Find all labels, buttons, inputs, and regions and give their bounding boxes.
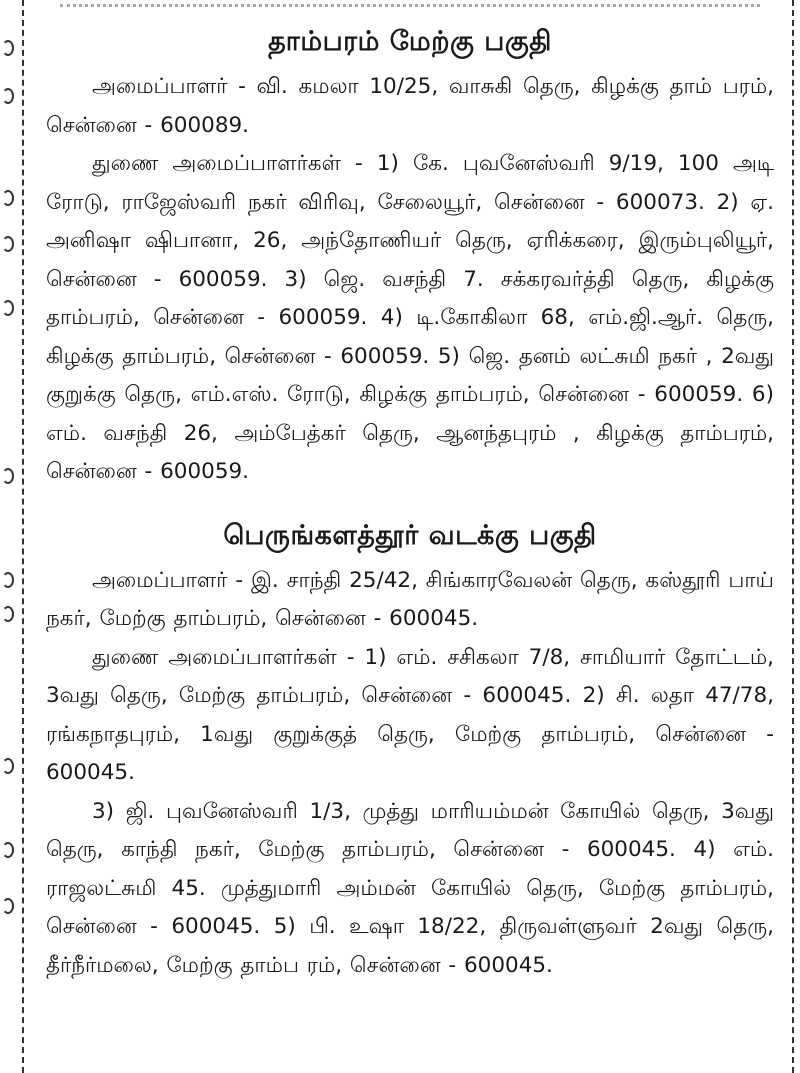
adjacent-column-fragment	[0, 0, 14, 1073]
deputy-organizers-paragraph: துணை அமைப்பாளர்கள் - 1) எம். சசிகலா 7/8, சாமியார் தோட்டம், 3வது தெரு, மேற்கு தாம்பரம், சென்னை - 600045. 2) சி. லதா 47/78, ரங்கநாதபுரம், 1வது குறுக்குத் தெரு, மேற்கு தாம்பரம், சென்னை - 600045.	[46, 644, 774, 785]
section-heading: பெருங்களத்தூர் வடக்கு பகுதி	[223, 519, 597, 551]
article-body	[46, 18, 774, 985]
section-heading: தாம்பரம் மேற்கு பகுதி	[268, 26, 552, 57]
column-divider-left	[22, 0, 24, 1073]
deputy-organizers-paragraph: 3) ஜி. புவனேஸ்வரி 1/3, முத்து மாரியம்மன் கோயில் தெரு, 3வது தெரு, காந்தி நகர், மேற்கு தாம்பரம், சென்னை - 600045. 4) எம். ராஜலட்சுமி 45. முத்துமாரி அம்மன் கோயில் தெரு, மேற்கு தாம்பரம், சென்னை - 600045. 5) பி. உஷா 18/22, திருவள்ளுவர் 2வது தெரு, தீர்நீர்மலை, மேற்கு தாம்ப ரம், சென்னை - 600045.	[46, 798, 774, 978]
organizer-paragraph: அமைப்பாளர் - வி. கமலா 10/25, வாசுகி தெரு, கிழக்கு தாம் பரம், சென்னை - 600089.	[46, 74, 774, 138]
deputy-organizers-paragraph: துணை அமைப்பாளர்கள் - 1) கே. புவனேஸ்வரி 9/19, 100 அடி ரோடு, ராஜேஸ்வரி நகர் விரிவு, சேலையூர், சென்னை - 600073. 2) ஏ. அனிஷா ஷிபானா, 26, அந்தோணியர் தெரு, ஏரிக்கரை, இரும்புலியூர், சென்னை - 600059. 3) ஜெ. வசந்தி 7. சக்கரவர்த்தி தெரு, கிழக்கு தாம்பரம், சென்னை - 600059. 4) டி.கோகிலா 68, எம்.ஜி.ஆர். தெரு, கிழக்கு தாம்பரம், சென்னை - 600059. 5) ஜெ. தனம் லட்சுமி நகர் , 2வது குறுக்கு தெரு, எம்.எஸ். ரோடு, கிழக்கு தாம்பரம், சென்னை - 600059. 6) எம். வசந்தி 26, அம்பேத்கர் தெரு, ஆனந்தபுரம் , கிழக்கு தாம்பரம், சென்னை - 600059.	[46, 151, 774, 484]
organizer-paragraph: அமைப்பாளர் - இ. சாந்தி 25/42, சிங்காரவேலன் தெரு, கஸ்தூரி பாய் நகர், மேற்கு தாம்பரம், சென்னை - 600045.	[46, 567, 774, 631]
cropped-text-fragment	[60, 0, 760, 7]
column-divider-right	[792, 0, 794, 1073]
